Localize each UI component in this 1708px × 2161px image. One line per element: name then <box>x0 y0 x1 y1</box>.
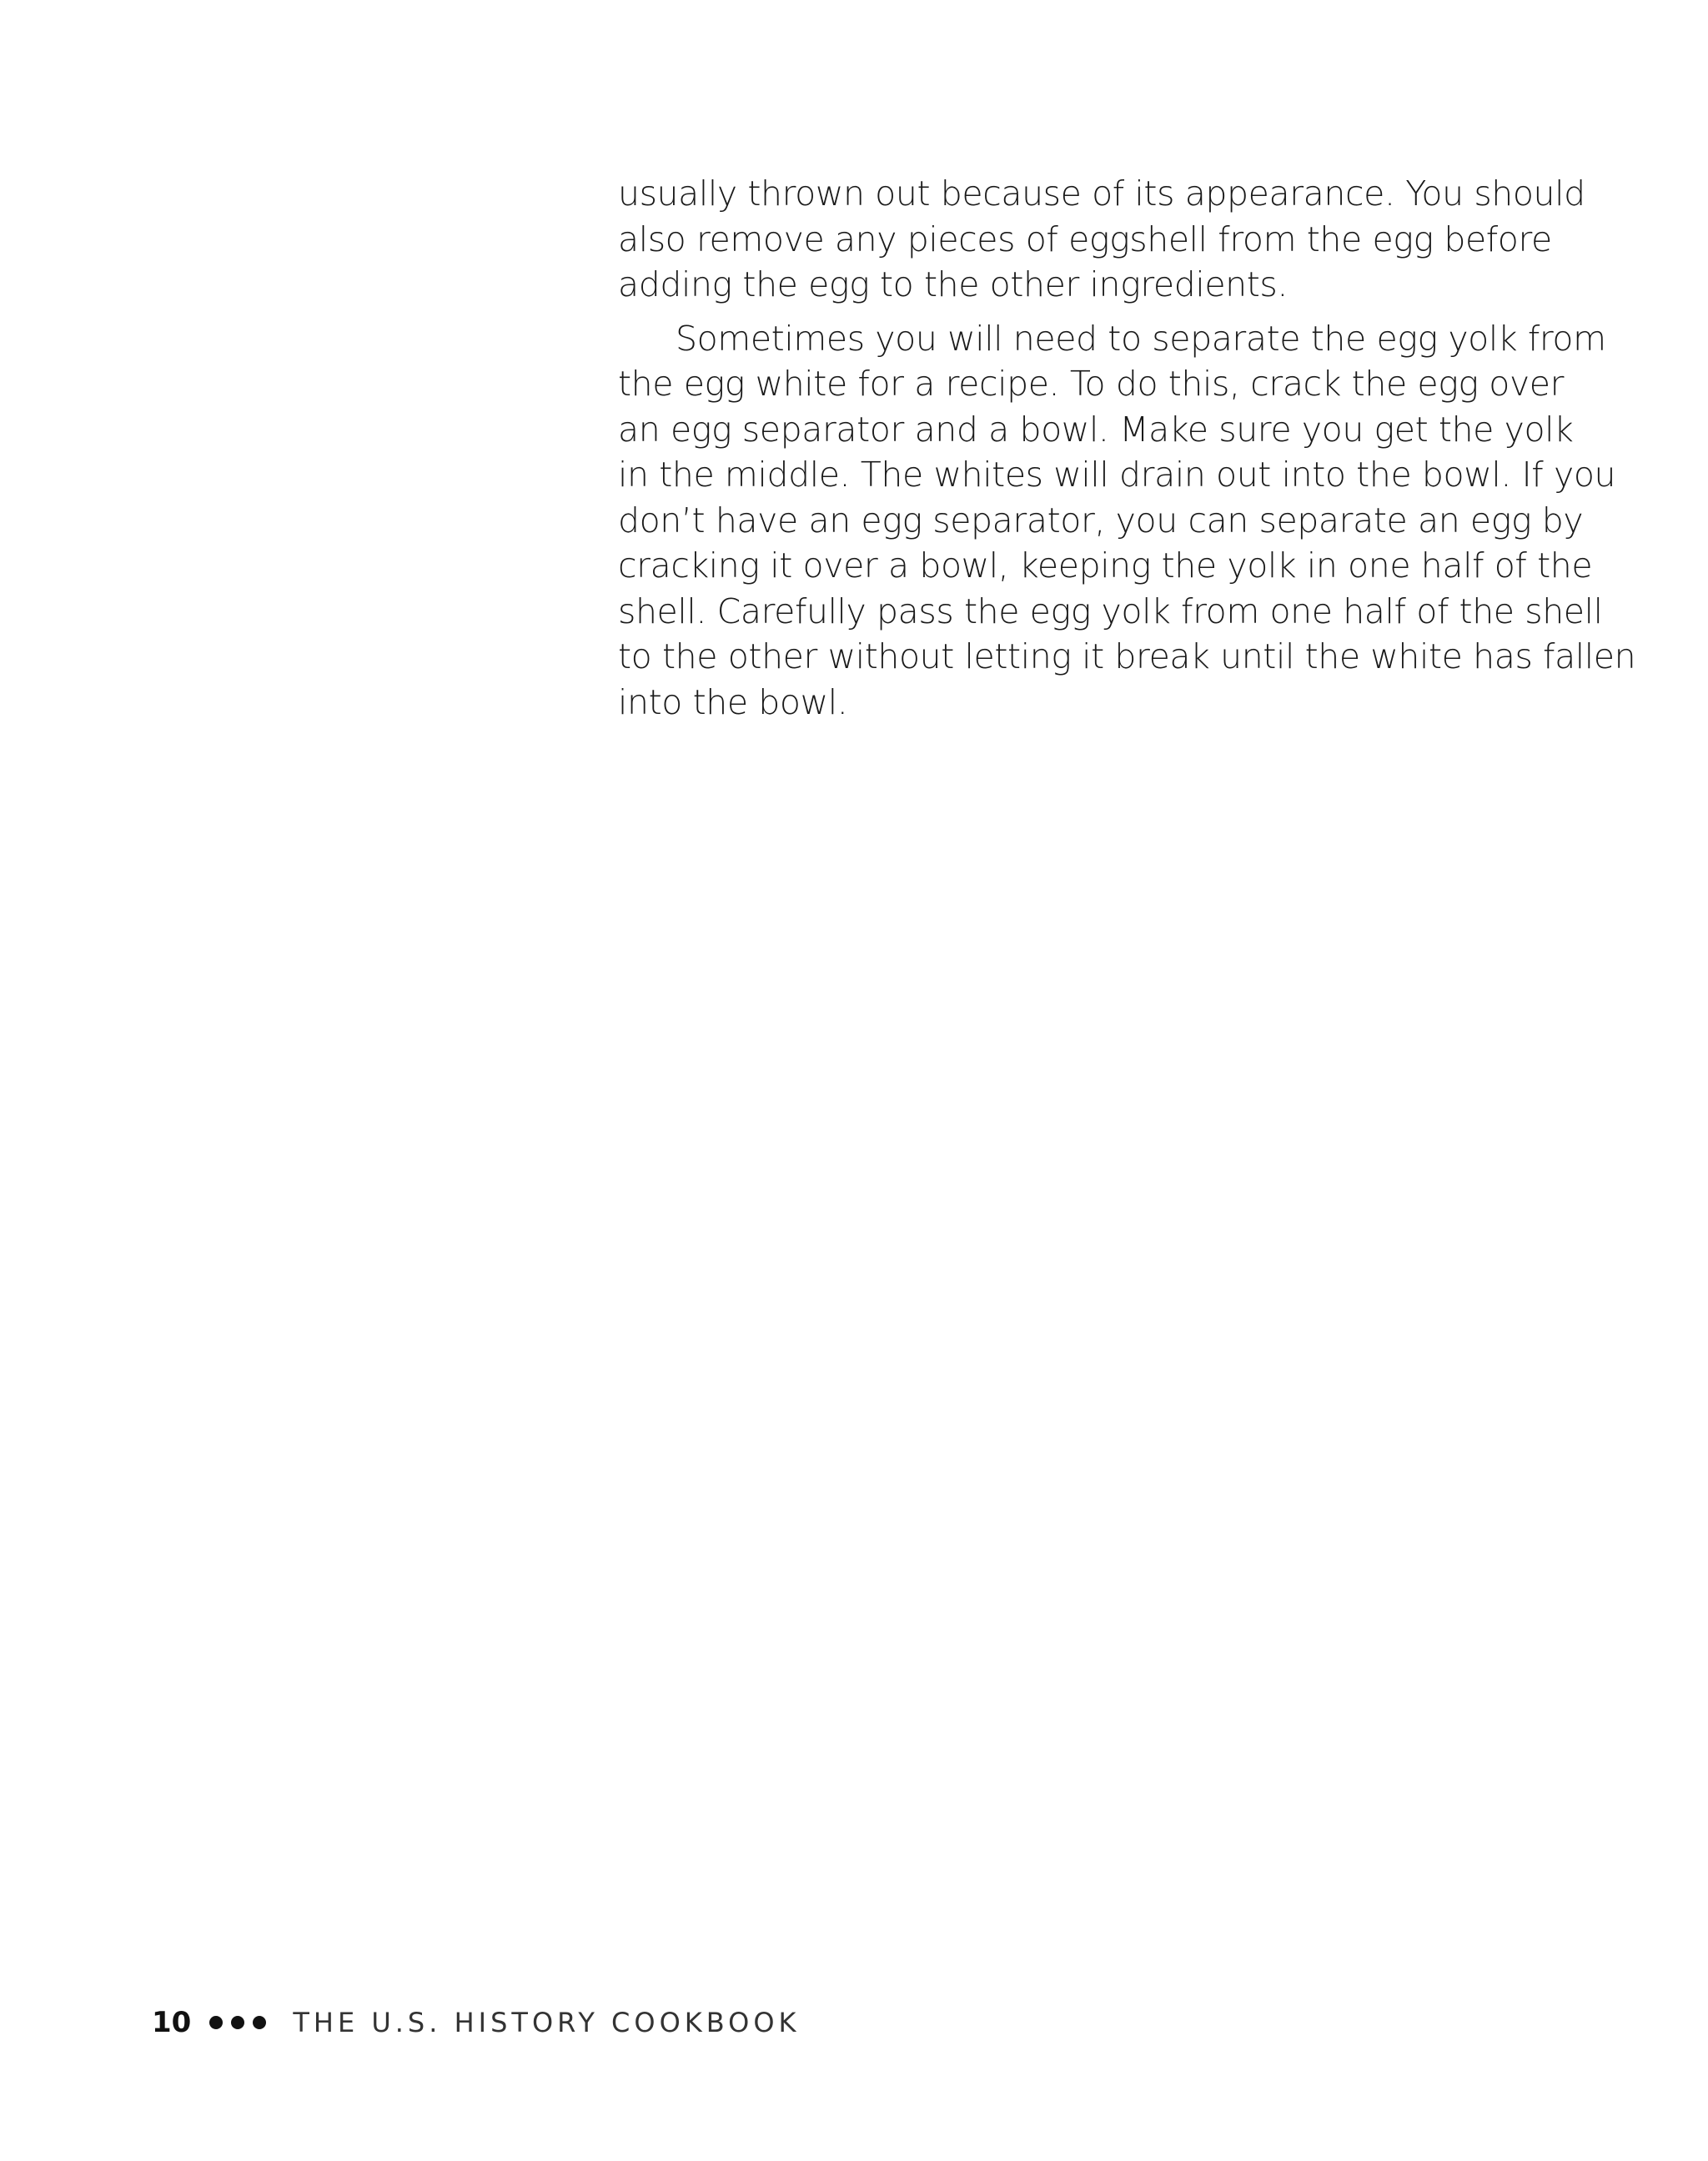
page-number: 10 <box>152 2006 192 2039</box>
page-footer <box>152 2002 800 2043</box>
text-line: the egg white for a recipe. To do this, crack the egg over <box>618 364 1565 404</box>
text-line: shell. Carefully pass the egg yolk from one half of the shell <box>618 591 1603 631</box>
text-line: into the bowl. <box>618 681 848 722</box>
text-line: adding the egg to the other ingredients. <box>618 264 1288 304</box>
text-line: usually thrown out because of its appearance. You should <box>618 173 1585 214</box>
text-line: an egg separator and a bowl. Make sure you get the yolk <box>618 409 1574 450</box>
text-line: Sometimes you will need to separate the egg yolk from <box>676 318 1606 359</box>
book-title: THE U.S. HISTORY COOKBOOK <box>293 2007 801 2038</box>
bullet-separator <box>209 2016 274 2029</box>
bullet-icon <box>209 2016 223 2029</box>
bullet-icon <box>231 2016 244 2029</box>
text-line: don’t have an egg separator, you can separate an egg by <box>618 500 1584 540</box>
bullet-icon <box>253 2016 266 2029</box>
text-line: cracking it over a bowl, keeping the yolk in one half of the <box>618 545 1593 585</box>
paragraph-gap <box>618 308 1519 316</box>
text-line: to the other without letting it break until the white has fallen <box>618 636 1636 676</box>
text-line: in the middle. The whites will drain out into the bowl. If you <box>618 455 1616 495</box>
body-text <box>618 171 1636 725</box>
text-line: also remove any pieces of eggshell from the egg before <box>618 219 1552 259</box>
